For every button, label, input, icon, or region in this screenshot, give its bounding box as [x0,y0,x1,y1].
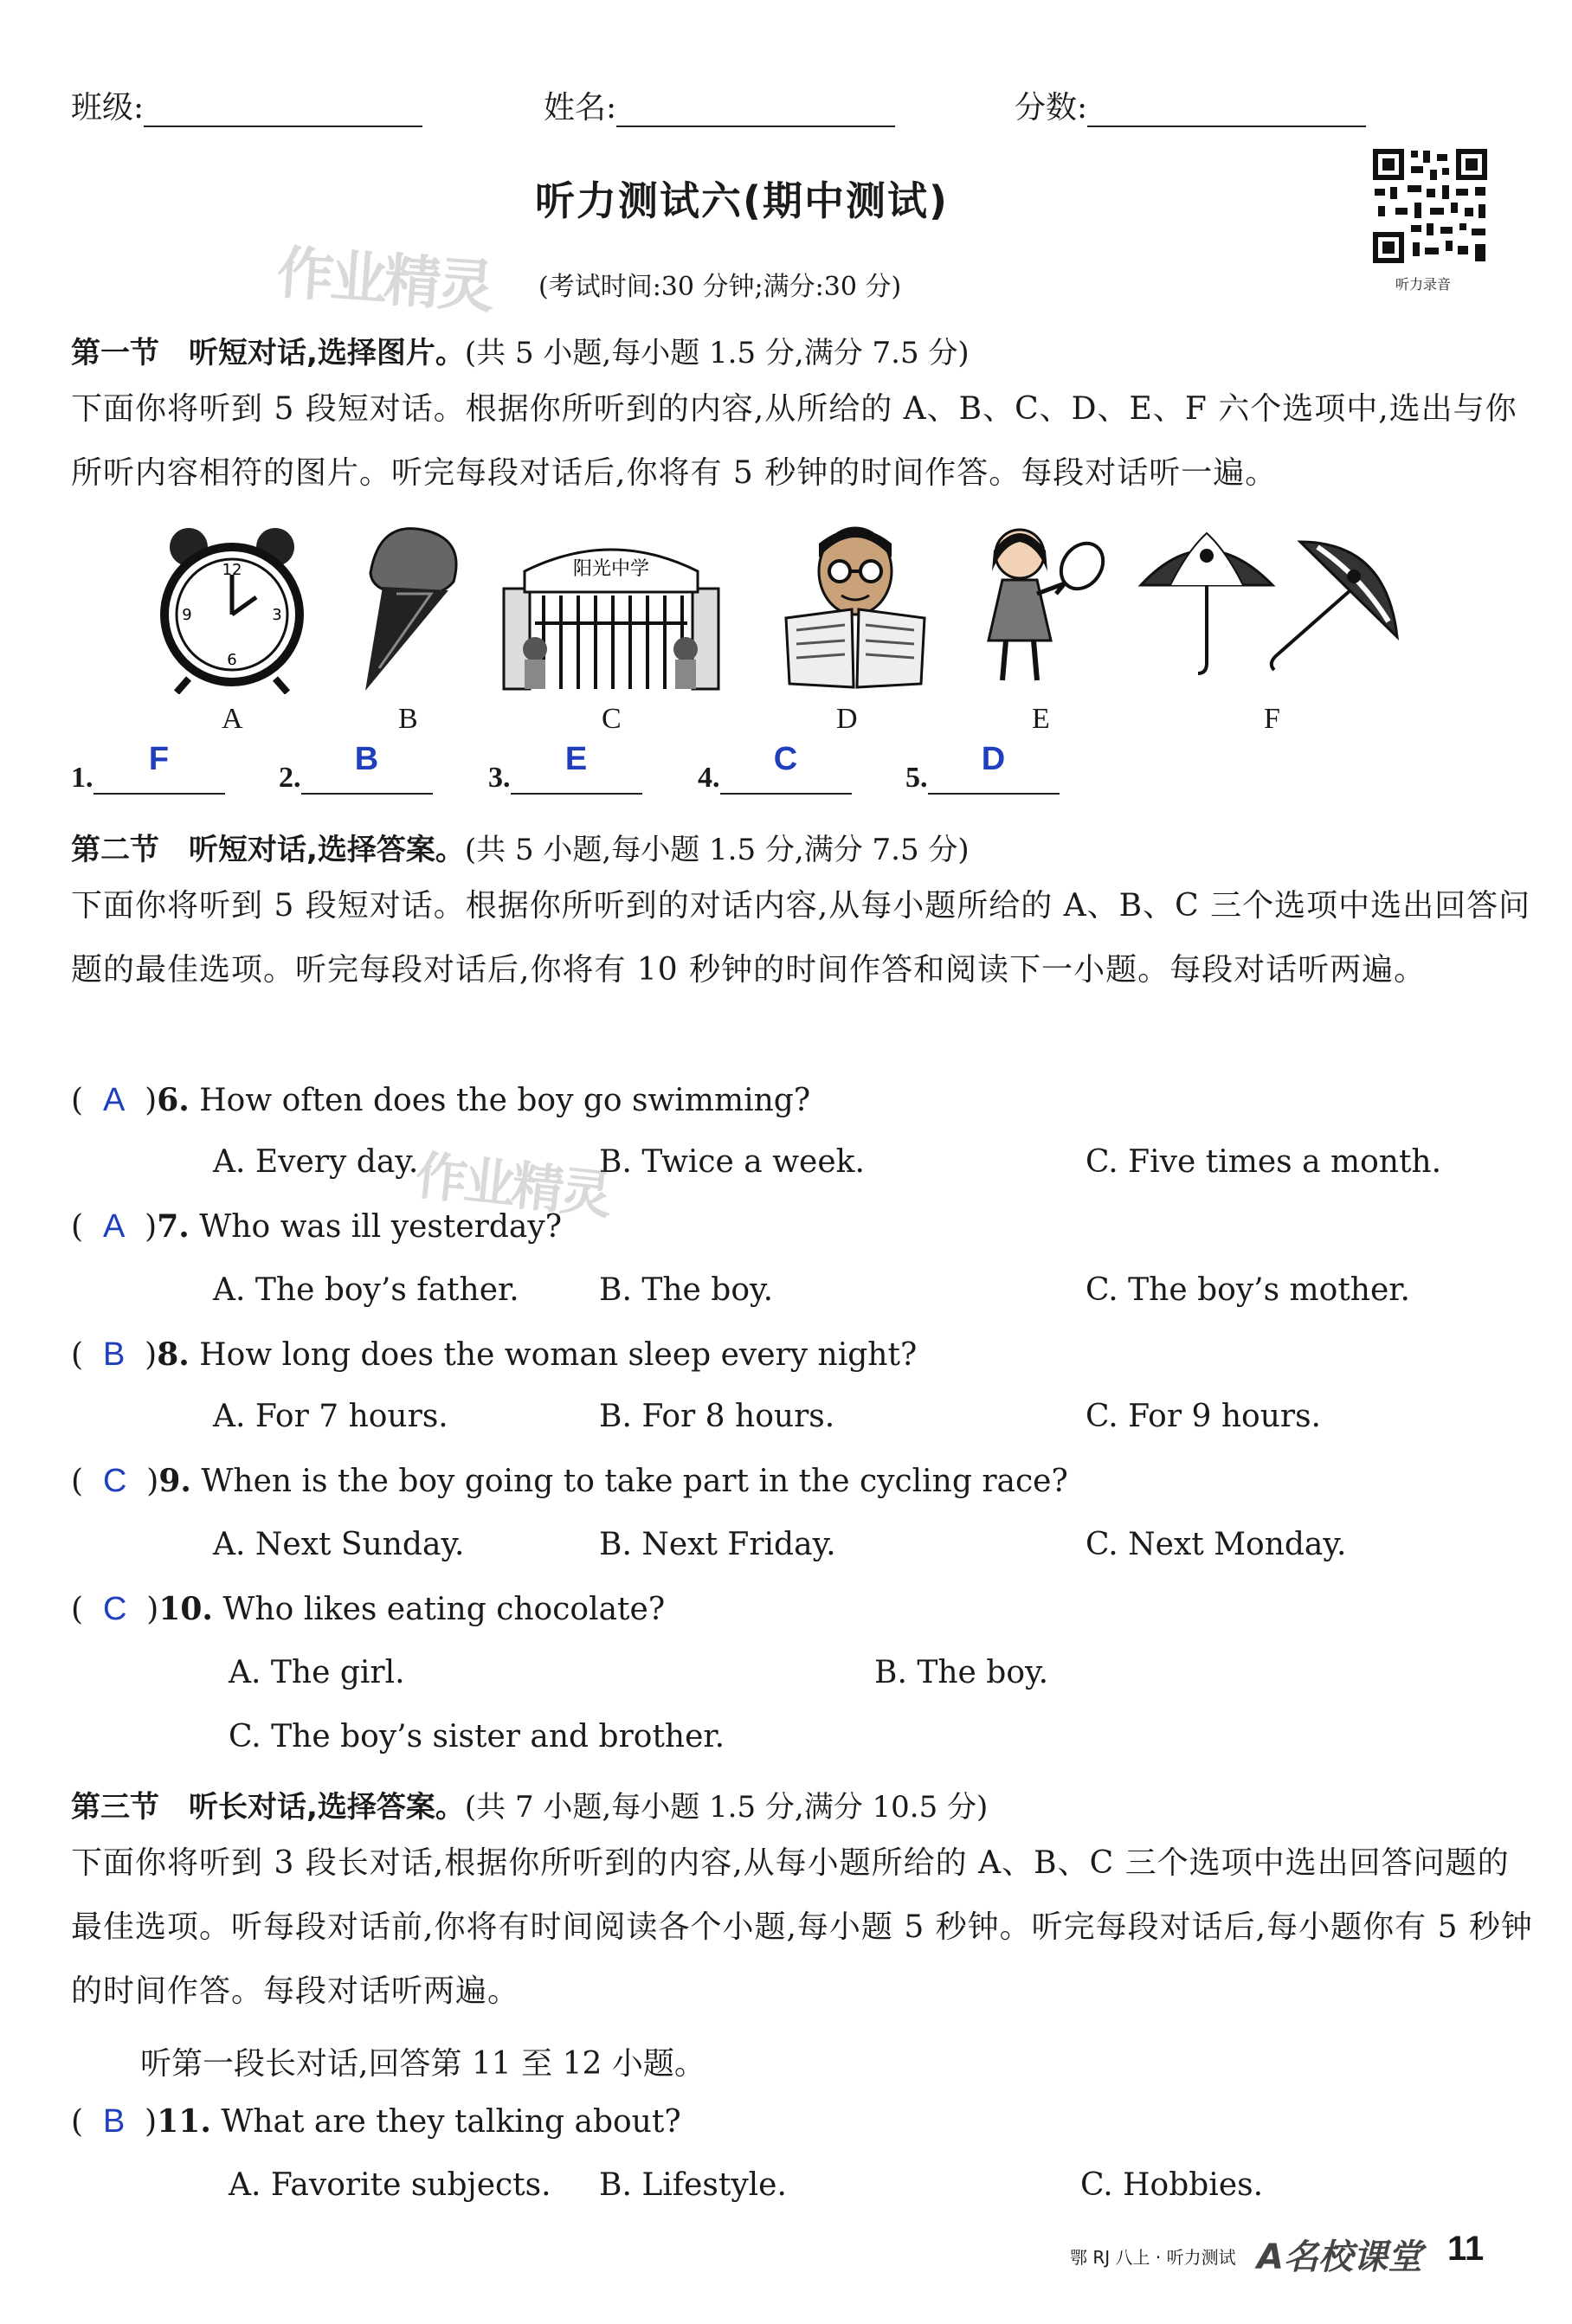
section3-instruction: 下面你将听到 3 段长对话,根据你所听到的内容,从每小题所给的 A、B、C 三个选项中选出回答问题的最佳选项。听每段对话前,你将有时间阅读各个小题,每小题 5 秒钟。听完每段对话后,每小题你有 5 秒钟的时间作答。每段对话听两遍。 [71,1845,1533,2009]
option-6b[interactable]: B. Twice a week. [599,1144,865,1180]
option-7c[interactable]: C. The boy’s mother. [1086,1272,1410,1308]
section1-heading [71,329,970,371]
picture-label-f: F [1264,703,1280,735]
section3-title: 第三节 听长对话,选择答案。 [71,1790,465,1825]
class-field [71,83,422,127]
section1-title: 第一节 听短对话,选择图片。 [71,336,465,370]
name-label: 姓名: [544,90,617,126]
answer-value: F [148,741,170,777]
option-10b[interactable]: B. The boy. [874,1655,1049,1690]
section3-sub-instruction: 听第一段长对话,回答第 11 至 12 小题。 [140,2046,705,2082]
name-blank[interactable] [616,96,895,127]
alarm-clock-icon [154,521,310,694]
picture-label-a: A [222,703,243,735]
section2-points: (共 5 小题,每小题 1.5 分,满分 7.5 分) [464,833,970,867]
svg-text:12: 12 [222,561,242,579]
picture-label-b: B [398,703,418,735]
answer-mark: B [102,1336,126,1373]
class-blank[interactable] [144,96,422,127]
page-title: 听力测试六(期中测试) [535,177,950,224]
answer-value: D [981,741,1006,777]
answer-blank-5[interactable]: 5. D [905,758,1060,795]
option-8c[interactable]: C. For 9 hours. [1086,1399,1322,1434]
answer-value: C [773,741,798,777]
ice-cream-icon [345,521,466,694]
option-11c[interactable]: C. Hobbies. [1080,2167,1264,2203]
answer-mark: C [102,1591,127,1627]
umbrellas-icon [1136,525,1406,692]
option-10a[interactable]: A. The girl. [229,1655,405,1690]
qr-caption: 听力录音 [1395,276,1452,293]
footer-brand-logo: A名校课堂 [1257,2237,1422,2277]
school-gate-icon [500,528,722,692]
section1-points: (共 5 小题,每小题 1.5 分,满分 7.5 分) [464,336,970,370]
answer-blank-4[interactable]: 4. C [698,758,852,795]
option-8b[interactable]: B. For 8 hours. [599,1399,835,1434]
answer-mark: A [102,1082,126,1118]
answer-blank-1[interactable]: 1. F [71,758,225,795]
answer-value: E [564,741,588,777]
score-field [1015,83,1366,127]
svg-text:9: 9 [182,606,192,624]
option-11a[interactable]: A. Favorite subjects. [229,2167,551,2203]
footer-series: 鄂 RJ 八上 · 听力测试 [1070,2247,1236,2268]
question-7: ( A )7. Who was ill yesterday? [71,1208,563,1245]
section1-instruction: 下面你将听到 5 段短对话。根据你所听到的内容,从所给的 A、B、C、D、E、F 六个选项中,选出与你所听内容相符的图片。听完每段对话后,你将有 5 秒钟的时间作答。每段对话听一遍。 [71,391,1517,491]
answer-mark: C [102,1463,127,1499]
score-label: 分数: [1015,90,1088,126]
watermark-top: 作业精灵 [274,239,493,321]
svg-text:6: 6 [227,651,237,669]
question-6: ( A )6. How often does the boy go swimming? [71,1082,811,1118]
answer-value: B [354,741,379,777]
question-8: ( B )8. How long does the woman sleep every night? [71,1336,918,1373]
class-label: 班级: [71,90,145,126]
section2-instruction: 下面你将听到 5 段短对话。根据你所听到的对话内容,从每小题所给的 A、B、C 三个选项中选出回答问题的最佳选项。听完每段对话后,你将有 10 秒钟的时间作答和阅读下一小题。每段对话听两遍。 [71,888,1531,988]
option-10c[interactable]: C. The boy’s sister and brother. [229,1719,725,1754]
option-7b[interactable]: B. The boy. [599,1272,774,1308]
section2-title: 第二节 听短对话,选择答案。 [71,833,465,867]
option-7a[interactable]: A. The boy’s father. [213,1272,519,1308]
section2-heading [71,826,970,868]
option-9a[interactable]: A. Next Sunday. [213,1527,465,1562]
question-11: ( B )11. What are they talking about? [71,2103,681,2140]
girl-tennis-icon [968,519,1106,692]
question-9: ( C )9. When is the boy going to take part in the cycling race? [71,1463,1068,1499]
option-6a[interactable]: A. Every day. [213,1144,419,1180]
question-10: ( C )10. Who likes eating chocolate? [71,1591,666,1627]
answer-blank-2[interactable]: 2. B [279,758,433,795]
answer-mark: A [102,1208,126,1245]
picture-label-e: E [1032,703,1050,735]
section3-points: (共 7 小题,每小题 1.5 分,满分 10.5 分) [464,1790,989,1825]
school-sign-text: 阳光中学 [572,558,650,580]
score-blank[interactable] [1087,96,1366,127]
section3-heading [71,1783,988,1825]
option-9c[interactable]: C. Next Monday. [1086,1527,1347,1562]
man-newspaper-icon [777,523,933,692]
svg-text:3: 3 [272,606,282,624]
answer-blank-3[interactable]: 3. E [488,758,642,795]
option-6c[interactable]: C. Five times a month. [1086,1144,1442,1180]
option-9b[interactable]: B. Next Friday. [599,1527,836,1562]
option-8a[interactable]: A. For 7 hours. [213,1399,448,1434]
name-field [544,83,895,127]
watermark-middle: 作业精灵 [412,1145,612,1226]
answer-mark: B [102,2103,126,2140]
page-number: 11 [1447,2230,1485,2268]
picture-label-d: D [836,703,858,735]
qr-code-icon[interactable] [1369,145,1491,267]
picture-label-c: C [602,703,622,735]
exam-subtitle: (考试时间:30 分钟;满分:30 分) [538,272,902,302]
option-11b[interactable]: B. Lifestyle. [599,2167,787,2203]
